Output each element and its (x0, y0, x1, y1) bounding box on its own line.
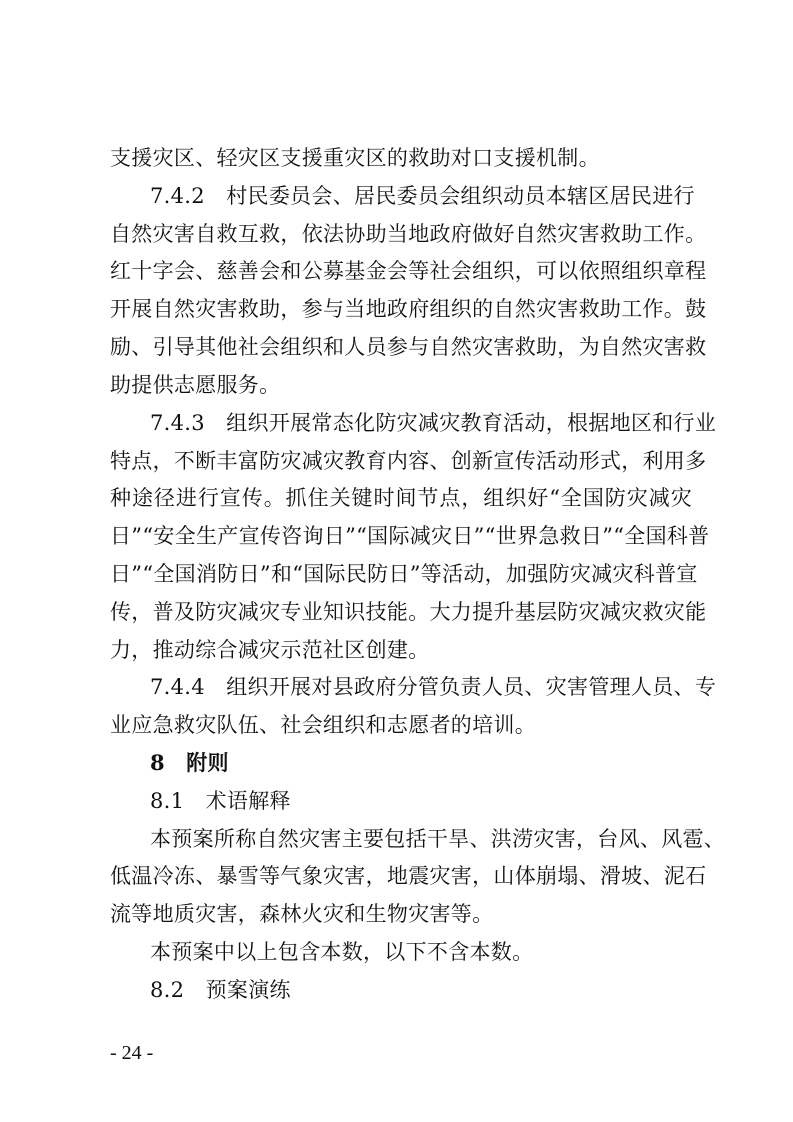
section-7-4-4-line-1: 7.4.4 组织开展对县政府分管负责人员、灾害管理人员、专 (150, 675, 717, 699)
page-number: - 24 - (110, 1042, 154, 1064)
text-line-16: 业应急救灾队伍、社会组织和志愿者的培训。 (110, 713, 536, 737)
text-line-5: 开展自然灾害救助，参与当地政府组织的自然灾害救助工作。鼓 (110, 297, 707, 321)
text-line-22: 本预案中以上包含本数，以下不含本数。 (150, 940, 534, 964)
section-heading-8-1: 8.1 术语解释 (150, 789, 291, 813)
text-line-14: 力，推动综合减灾示范社区创建。 (110, 638, 430, 662)
section-heading-8-2: 8.2 预案演练 (150, 978, 291, 1002)
section-7-4-2-line-1: 7.4.2 村民委员会、居民委员会组织动员本辖区居民进行 (150, 184, 695, 208)
section-heading-8: 8 附则 (150, 750, 229, 775)
text-line-10: 种途径进行宣传。抓住关键时间节点，组织好“全国防灾减灾 (110, 486, 692, 510)
text-line-7: 助提供志愿服务。 (110, 373, 281, 397)
text-line-21: 流等地质灾害，森林火灾和生物灾害等。 (110, 902, 494, 926)
section-7-4-3-line-1: 7.4.3 组织开展常态化防灾减灾教育活动，根据地区和行业 (150, 411, 717, 435)
text-line-20: 低温冷冻、暴雪等气象灾害，地震灾害，山体崩塌、滑坡、泥石 (110, 864, 707, 888)
text-line-13: 传，普及防灾减灾专业知识技能。大力提升基层防灾减灾救灾能 (110, 600, 707, 624)
text-line-12: 日”“全国消防日”和“国际民防日”等活动，加强防灾减灾科普宣 (110, 562, 698, 586)
text-line-11: 日”“安全生产宣传咨询日”“国际减灾日”“世界急救日”“全国科普 (110, 524, 710, 548)
text-line-9: 特点，不断丰富防灾减灾教育内容、创新宣传活动形式，利用多 (110, 449, 707, 473)
text-line-1: 支援灾区、轻灾区支援重灾区的救助对口支援机制。 (110, 146, 600, 170)
text-line-19: 本预案所称自然灾害主要包括干旱、洪涝灾害，台风、风雹、 (150, 827, 726, 851)
text-line-6: 励、引导其他社会组织和人员参与自然灾害救助，为自然灾害救 (110, 335, 707, 359)
text-line-4: 红十字会、慈善会和公募基金会等社会组织，可以依照组织章程 (110, 259, 707, 283)
text-line-3: 自然灾害自救互救，依法协助当地政府做好自然灾害救助工作。 (110, 222, 707, 246)
